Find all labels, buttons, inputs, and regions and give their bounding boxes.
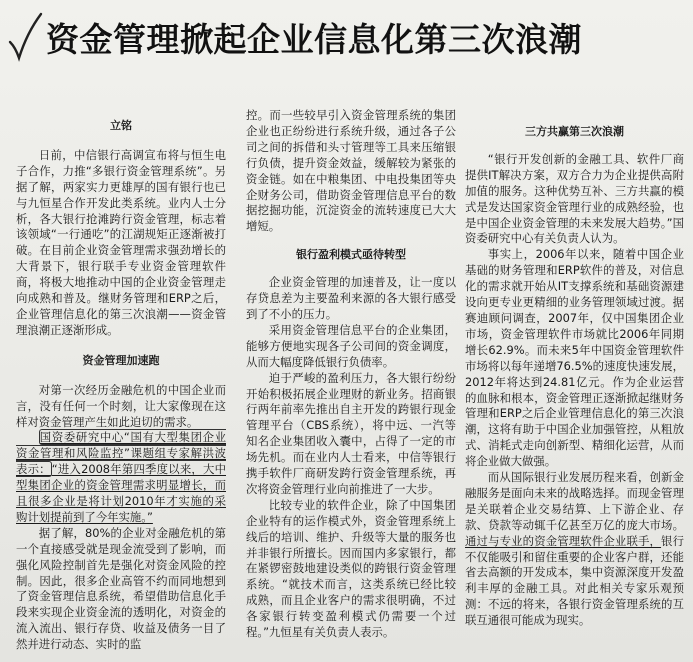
underlined-quote: “进入2008年第四季度以来，大中型集团企业的资金管理需求明显增长，而且很多企业是将计划2010年才实施的采购计划提前到了今年实施。”	[16, 462, 226, 524]
paragraph: 日前，中信银行高调宣布将与恒生电子合作，力推“多银行资金管理系统”。另据了解，两家实力更雄厚的国有银行也已与九恒星合作开发此类系统。业内人士分析，各大银行抢滩跨行资金管理，标志着该领域“一行通吃”的江湖规矩正逐渐被打破。在目前企业资金管理需求强劲增长的大背景下，银行联手专业资金管理软件商，将极大地推动中国的企业资金管理走向成熟和普及。继财务管理和ERP之后，企业管理信息化的第三次浪潮——资金管理浪潮正逐渐形成。	[16, 147, 226, 337]
handwritten-check-mark-icon	[4, 8, 44, 64]
subhead-third-wave: 三方共赢第三次浪潮	[525, 125, 624, 138]
byline: 立铭	[110, 119, 132, 132]
paragraph-annotated	[465, 470, 684, 629]
paragraph-annotated	[16, 430, 226, 525]
paragraph: 采用资金管理信息平台的企业集团，能够方便地实现各子公司间的资金调度，从而大幅度降低银行负债率。	[246, 322, 456, 369]
paragraph: 事实上，2006年以来，随着中国企业基础的财务管理和ERP软件的普及，对信息化的需求就开始从IT支撑系统和基础资源建设向更专业更精细的业务管理领域过渡。据赛迪顾问调查，2007年，仅中国集团企业市场，资金管理软件市场就比2006年同期增长62.9%。而未来5年中国资金管理软件市场将以每年递增76.5%的速度快速发展，2012年将达到24.81亿元。作为企业运营的血脉和根本，资金管理正逐渐掀起继财务管理和ERP之后企业管理信息化的第三次浪潮，这将有助于中国企业加强管控，从粗放式、消耗式走向创新型、精细化运营，从而将企业做大做强。	[465, 247, 684, 469]
paragraph: “银行开发创新的金融工具、软件厂商提供IT解决方案，双方合力为企业提供高附加值的服务。这种优势互补、三方共赢的模式是发达国家资金管理行业的成熟经验，也是中国企业资金管理的未来发展大趋势。”国资委研究中心有关负责人认为。	[465, 151, 684, 246]
text-run: 银行不仅能吸引和留住重要的企业客户群，还能省去高额的开发成本，集中资源深度开发盈利丰厚的金融工具。对此相关专家乐观预测：不远的将来，各银行资金管理系统的互联互通很可能成为现实。	[465, 533, 684, 628]
article-column-3	[465, 124, 684, 656]
paragraph: 对第一次经历金融危机的中国企业而言，没有任何一个时刻，让大家像现在这样对资金管理产生如此迫切的需求。	[16, 382, 226, 429]
underlined-quote-source: 国资委研究中心“国有大型集团企业资金管理和风险监控”课题组专家解洪波表示：	[16, 430, 226, 477]
article-column-1	[16, 104, 226, 656]
headline: 资金管理掀起企业信息化第三次浪潮	[46, 20, 582, 59]
text-run: 而从国际银行业发展历程来看，创新金融服务是面向未来的战略选择。而现金管理是关联着企业交易结算、上下游企业、存款、贷款等动辄千亿甚至万亿的庞大市场。	[465, 470, 684, 532]
paragraph: 企业资金管理的加速普及，让一度以存贷息差为主要盈利来源的各大银行感受到了不小的压力。	[246, 275, 456, 321]
underlined-phrase: 通过与专业的资金管理软件企业联手，	[465, 533, 662, 548]
subhead-bank-profit-model: 银行盈利模式亟待转型	[296, 248, 406, 262]
paragraph: 迫于严峻的盈利压力，各大银行纷纷开始积极拓展企业理财的新业务。招商银行两年前率先推出自主开发的跨银行现金管理平台（CBS系统），将中远、一汽等知名企业集团收入囊中，占得了一定的市场先机。而在业内人士看来，中信等银行携手软件厂商研发跨行资金管理系统，再次将资金管理行业向前推进了一大步。	[246, 370, 456, 496]
subhead-funds-management: 资金管理加速跑	[82, 353, 160, 367]
paragraph: 据了解，80%的企业对金融危机的第一个直接感受就是现金流受到了影响，而强化风险控制首先是强化对资金风险的控制。因此，很多企业高管不约而同地想到了资金管理信息系统，希望借助信息化手段来实现企业资金流的透明化，对资金的流入流出、银行存贷、收益及债务一目了然并进行动态、实时的监	[16, 525, 226, 652]
paragraph: 比较专业的软件企业，除了中国集团企业特有的运作模式外，资金管理系统上线后的培训、维护、升级等大量的服务也并非银行所擅长。因而国内多家银行，都在紧锣密鼓地建设类似的跨银行资金管理系统。“就技术而言，这类系统已经比较成熟，而且企业客户的需求很明确，不过各家银行转变盈利模式仍需要一个过程。”九恒星有关负责人表示。	[246, 497, 456, 640]
paragraph: 控。而一些较早引入资金管理系统的集团企业也正纷纷进行系统升级，通过各子公司之间的拆借和头寸管理等工具来压缩银行负债，提升资金效益，缓解较为紧张的资金链。如在中粮集团、中电投集团等央企财务公司，借助资金管理信息平台的数据挖掘功能，沉淀资金的流转速度已大大增短。	[246, 108, 456, 234]
article-column-2	[246, 108, 456, 654]
